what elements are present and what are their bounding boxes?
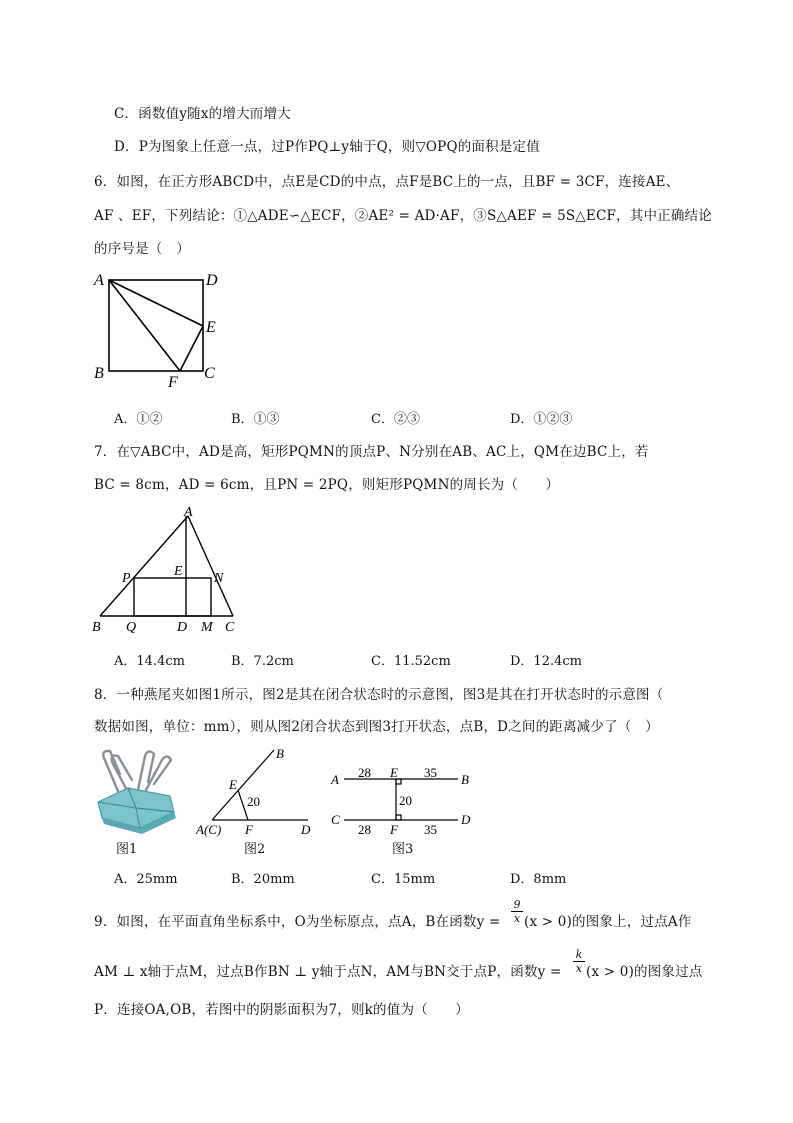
q5-option-c: C．函数值y随x的增大而增大: [114, 106, 291, 122]
fig3-label-c: C: [331, 812, 340, 827]
fig3-length-eb: 35: [424, 765, 437, 780]
q8-fig2-closed: [196, 744, 321, 838]
label-c: C: [204, 365, 215, 382]
q7-option-a: A．14.4cm: [114, 654, 185, 669]
q6-option-b: B．①③: [231, 412, 280, 427]
fraction2-numerator: k: [575, 948, 583, 961]
q7-option-d: D．12.4cm: [510, 654, 582, 669]
label-n: N: [214, 571, 224, 586]
fig3-label-e: E: [390, 765, 398, 780]
label-b: B: [92, 620, 101, 635]
fig3-label-d: D: [461, 812, 471, 827]
fig3-label-f: F: [390, 822, 398, 837]
label-a: A: [184, 505, 193, 520]
fraction1-numerator: 9: [513, 898, 521, 911]
fig3-label-b: B: [461, 772, 469, 787]
right-angle-f: [396, 815, 401, 820]
q5-option-d: D．P为图象上任意一点，过P作PQ⊥y轴于Q，则▽OPQ的面积是定值: [114, 139, 540, 155]
q9-stem-line2a: AM ⊥ x轴于点M，过点B作BN ⊥ y轴于点N，AM与BN交于点P，函数y =: [94, 964, 562, 980]
q6-option-c: C．②③: [371, 412, 420, 427]
fig3-label-a: A: [331, 772, 339, 787]
q8-option-b: B．20mm: [231, 872, 295, 887]
line-ab: [212, 750, 274, 820]
q9-fraction1: [511, 898, 523, 925]
q6-square-figure: [88, 268, 228, 393]
label-p: P: [122, 571, 131, 586]
fig3-length-fd: 35: [424, 822, 437, 837]
fig3-length-ae: 28: [358, 765, 371, 780]
q6-stem-line3: 的序号是（ ）: [94, 241, 190, 257]
label-c: C: [225, 620, 235, 635]
q7-stem-line2: BC = 8cm，AD = 6cm，且PN = 2PQ，则矩形PQMN的周长为（ ）: [94, 477, 560, 493]
fig3-length-cf: 28: [358, 822, 371, 837]
q9-stem-line3: P．连接OA,OB，若图中的阴影面积为7，则k的值为（ ）: [94, 1002, 469, 1018]
q8-option-a: A．25mm: [114, 872, 178, 887]
fig2-length-ef: 20: [247, 794, 260, 809]
q8-option-d: D．8mm: [510, 872, 567, 887]
label-a: A: [94, 272, 104, 289]
q7-option-c: C．11.52cm: [371, 654, 451, 669]
label-q: Q: [126, 620, 137, 635]
square-abcd: [109, 280, 203, 371]
q8-fig3-caption: 图3: [392, 842, 414, 857]
fig2-label-d: D: [301, 822, 311, 837]
label-m: M: [201, 620, 213, 635]
q9-fraction2: [573, 948, 585, 975]
label-d: D: [206, 272, 218, 289]
q6-stem-line1: 6．如图，在正方形ABCD中，点E是CD的中点，点F是BC上的一点，且BF = 3CF，连接AE、: [94, 174, 680, 190]
q6-stem-line2: AF 、EF，下列结论：①△ADE∽△ECF，②AE² = AD·AF，③S△AEF = 5S△ECF，其中正确结论: [94, 208, 712, 224]
q8-fig2-caption: 图2: [244, 842, 266, 857]
fig2-label-f: F: [245, 822, 253, 837]
q6-option-a: A．①②: [114, 412, 163, 427]
q9-stem-line1a: 9．如图，在平面直角坐标系中，O为坐标原点，点A，B在函数y =: [94, 914, 501, 930]
label-d: D: [177, 620, 188, 635]
q8-fig1-binder-clip: [90, 744, 182, 836]
fraction1-denominator: x: [511, 911, 523, 925]
q8-stem-line2: 数据如图，单位：mm），则从图2闭合状态到图3打开状态，点B，D之间的距离减少了（ ）: [94, 719, 659, 735]
fig3-length-ef: 20: [399, 793, 412, 808]
q7-triangle-figure: [88, 500, 248, 638]
q6-option-d: D．①②③: [510, 412, 573, 427]
segment-ef: [180, 326, 203, 371]
fig2-label-b: B: [276, 746, 284, 761]
label-b: B: [94, 365, 104, 382]
wire-handle-right: [138, 751, 154, 790]
q7-option-b: B．7.2cm: [231, 654, 294, 669]
q8-fig3-open: [328, 762, 476, 838]
q8-fig1-caption: 图1: [116, 842, 138, 857]
q9-stem-line2b: (x > 0)的图象过点: [586, 964, 703, 980]
rect-pqmn: [134, 578, 211, 616]
label-e: E: [206, 319, 216, 336]
fraction2-denominator: x: [573, 961, 585, 975]
clip-body: [98, 788, 176, 834]
q9-stem-line1b: (x > 0)的图象上，过点A作: [524, 914, 692, 930]
label-f: F: [168, 374, 178, 391]
q8-option-c: C．15mm: [371, 872, 436, 887]
segment-af: [109, 280, 180, 371]
q7-stem-line1: 7．在▽ABC中，AD是高，矩形PQMN的顶点P、N分别在AB、AC上，QM在边BC上，若: [94, 444, 649, 460]
segment-ae: [109, 280, 203, 326]
fig2-label-ac: A(C): [196, 822, 222, 837]
q8-stem-line1: 8．一种燕尾夹如图1所示，图2是其在闭合状态时的示意图，图3是其在打开状态时的示意图（: [94, 687, 664, 703]
label-e: E: [174, 564, 183, 579]
fig2-label-e: E: [229, 777, 237, 792]
